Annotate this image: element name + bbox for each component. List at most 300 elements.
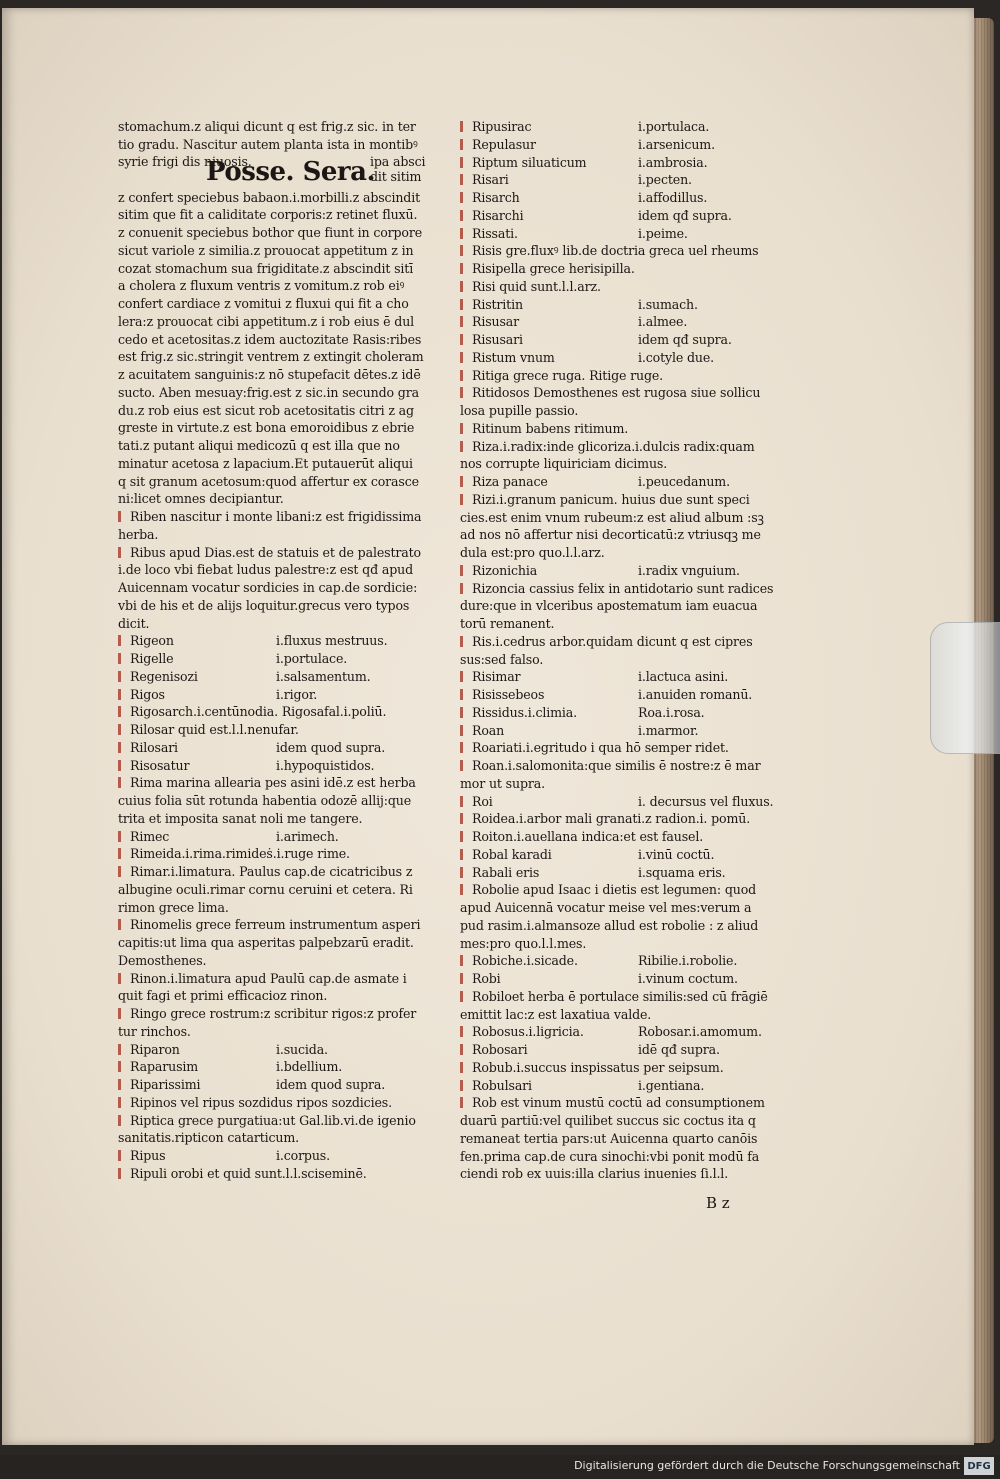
line-text: Repulasur [472, 136, 536, 152]
rubric-mark [460, 583, 463, 594]
text-line [118, 863, 438, 881]
text-line [118, 1041, 438, 1059]
text-line [118, 1076, 438, 1094]
rubric-mark [460, 352, 463, 363]
text-line [118, 1129, 438, 1147]
line-text: Riparissimi [130, 1077, 201, 1092]
rubric-mark [460, 370, 463, 381]
text-line [460, 1165, 785, 1183]
rubric-mark [118, 919, 121, 930]
line-text: Risarchi [472, 207, 524, 223]
line-gloss: i.rigor. [276, 686, 318, 702]
rubric-mark [460, 139, 463, 150]
line-text: nos corrupte liquiriciam dicimus. [460, 456, 668, 472]
line-gloss: Robosar.i.amomum. [638, 1024, 762, 1040]
line-text: Rissidus.i.climia. [472, 704, 578, 720]
line-text: apud Auicennā vocatur meise vel mes:verum a [460, 900, 752, 915]
line-text: Robosari [472, 1042, 528, 1057]
line-text: sus:sed falso. [460, 651, 544, 667]
line-text: cuius folia sūt rotunda habentia odozē alliј:que [118, 793, 412, 808]
line-text: Roi [472, 793, 493, 809]
text-line [118, 686, 438, 704]
line-text: sucto. Aben mesuay:frig.est z sic.in secundo gra [118, 384, 419, 400]
line-text: remaneat tertia pars:ut Auicenna quarto canōis [460, 1130, 758, 1146]
rubric-mark [118, 706, 121, 717]
rubric-mark [460, 281, 463, 292]
line-gloss: idē qđ supra. [638, 1042, 720, 1057]
line-text: Risipella grece herisipilla. [472, 261, 635, 276]
line-text: cedo et acetositas.z idem auctozitate Rasis:ribes [118, 331, 422, 347]
text-line [460, 526, 785, 544]
text-line [118, 473, 438, 491]
line-text: Rigosarch.i.centūnodia. Rigosafal.i.poliū. [130, 704, 387, 720]
text-line [118, 881, 438, 899]
line-text: Robosus.i.ligricia. [472, 1024, 584, 1040]
text-line [460, 154, 785, 172]
rubric-mark [460, 796, 463, 807]
rubric-mark [118, 671, 121, 682]
text-line [118, 277, 438, 295]
heading-right-text: ipa absci dit sitim [370, 153, 426, 184]
text-line [460, 775, 785, 793]
signature-mark: B z [706, 1194, 730, 1212]
line-text: Ripusirac [472, 119, 532, 134]
text-line [460, 988, 785, 1006]
rubric-mark [118, 973, 121, 984]
text-line [460, 935, 785, 953]
line-text: du.z rob eius est sicut rob acetositatis citri z ag [118, 402, 414, 418]
line-text: confert cardiace z vomitui z fluxui qui fit a cho [118, 296, 409, 311]
text-line [118, 313, 438, 331]
rubric-mark [460, 884, 463, 895]
rubric-mark [118, 1115, 121, 1126]
text-line [118, 632, 438, 650]
line-text: Rissati. [472, 225, 518, 241]
text-line [118, 526, 438, 544]
line-text: Ris.i.cedrus arbor.quidam dicunt q est cipres [472, 633, 753, 649]
line-text: Riza.i.radix:inde glicoriza.i.dulcis radix:quam [472, 438, 755, 454]
line-gloss: i.arimech. [276, 828, 339, 844]
text-line [118, 1094, 438, 1112]
line-text: fen.prima cap.de cura sinochi:vbi ponit modū fa [460, 1148, 760, 1164]
line-text: emittit lac:z est laxatiua valde. [460, 1006, 652, 1022]
rubric-mark [118, 742, 121, 753]
line-text: Rimar.i.limatura. Paulus cap.de cicatricibus z [130, 864, 413, 879]
line-text: trita et imposita sanat noli me tangere. [118, 810, 363, 826]
line-text: sicut variole z similia.z prouocat appetitum z in [118, 242, 414, 258]
line-text: Rima marina allearia pes asini idē.z est herba [130, 775, 416, 791]
rubric-mark [460, 955, 463, 966]
text-line [118, 419, 438, 437]
line-text: mes:pro quo.l.l.mes. [460, 935, 587, 951]
text-line [118, 206, 438, 224]
line-text: Ritiga grece ruga. Ritige ruge. [472, 367, 664, 383]
line-text: tur rinchos. [118, 1023, 191, 1039]
line-text: Ritidosos Demosthenes est rugosa siue sollicu [472, 385, 761, 401]
line-gloss: i.peucedanum. [638, 474, 730, 489]
rubric-mark [460, 441, 463, 452]
line-text: Robi [472, 971, 501, 986]
text-line [460, 402, 785, 420]
line-gloss: i.squama eris. [638, 864, 726, 880]
line-gloss: idem quod supra. [276, 739, 386, 755]
text-line [460, 544, 785, 562]
text-line [460, 384, 785, 402]
text-line [460, 597, 785, 615]
text-line [460, 491, 785, 509]
line-gloss: i.vinum coctum. [638, 971, 738, 986]
text-line [460, 331, 785, 349]
text-line [118, 1023, 438, 1041]
text-line [460, 1148, 785, 1166]
line-gloss: i.bdellium. [276, 1059, 343, 1075]
line-gloss: i.portulace. [276, 651, 348, 666]
rubric-mark [460, 636, 463, 647]
rubric-mark [460, 334, 463, 345]
rubric-mark [460, 494, 463, 505]
rubric-mark [460, 174, 463, 185]
line-text: sanitatis.ripticon catarticum. [118, 1130, 300, 1146]
line-gloss: i.sucida. [276, 1041, 328, 1057]
line-text: Rilosar quid est.l.l.nenufar. [130, 722, 299, 737]
text-line [460, 171, 785, 189]
rubric-mark [460, 707, 463, 718]
line-text: sitim que fit a caliditate corporis:z retinet fluxū. [118, 207, 418, 223]
rubric-mark [118, 1150, 121, 1161]
line-text: z conuenit speciebus bothor que fiunt in corpore [118, 225, 423, 240]
text-line [118, 490, 438, 508]
rubric-mark [460, 228, 463, 239]
rubric-mark [460, 245, 463, 256]
line-text: Rinomelis grece ferreum instrumentum asperi [130, 917, 421, 933]
line-text: Riparon [130, 1041, 180, 1057]
text-line [460, 864, 785, 882]
text-line [460, 881, 785, 899]
text-line [460, 349, 785, 367]
line-text: Rizonichia [472, 562, 538, 578]
rubric-mark [460, 192, 463, 203]
line-text: Demosthenes. [118, 952, 207, 968]
rubric-mark [118, 547, 121, 558]
line-text: quit fagi et primi efficacioz rinon. [118, 988, 328, 1004]
line-gloss: i.cotyle due. [638, 349, 715, 365]
rubric-mark [460, 813, 463, 824]
line-text: Rizoncia cassius felix in antidotario sunt radices [472, 580, 774, 596]
text-line [118, 845, 438, 863]
rubric-mark [460, 742, 463, 753]
line-text: Rigos [130, 686, 165, 702]
line-text: Regenisozi [130, 668, 198, 684]
rubric-mark [118, 653, 121, 664]
text-line [460, 970, 785, 988]
text-line [460, 1059, 785, 1077]
text-line [460, 917, 785, 935]
line-text: z confert speciebus babaon.i.morbilli.z abscindit [118, 189, 420, 205]
line-text: dicit. [118, 615, 150, 631]
text-line [460, 615, 785, 633]
rubric-mark [460, 157, 463, 168]
text-line [118, 384, 438, 402]
line-text: rimon grece lima. [118, 899, 229, 915]
text-line [460, 207, 785, 225]
rubric-mark [460, 423, 463, 434]
text-line [118, 1058, 438, 1076]
line-gloss: Roa.i.rosa. [638, 704, 705, 720]
text-line [118, 508, 438, 526]
rubric-mark [460, 316, 463, 327]
text-line [460, 704, 785, 722]
entry-heading [118, 154, 438, 189]
line-text: albugine oculi.rimar cornu ceruini et cetera. Ri [118, 881, 413, 897]
text-line [118, 828, 438, 846]
text-line [118, 561, 438, 579]
line-text: losa pupille passio. [460, 403, 579, 418]
text-line [118, 348, 438, 366]
rubric-mark [118, 831, 121, 842]
text-line [460, 1130, 785, 1148]
text-line [460, 828, 785, 846]
line-text: Rob est vinum mustū coctū ad consumptionem [472, 1095, 765, 1111]
text-line [118, 597, 438, 615]
line-text: q sit granum acetosum:quod affertur ex corasce [118, 473, 419, 489]
line-text: minatur acetosa z lapacium.Et putauerūt aliqui [118, 455, 413, 471]
text-line [118, 260, 438, 278]
rubric-mark [118, 1044, 121, 1055]
rubric-mark [118, 866, 121, 877]
rubric-mark [118, 760, 121, 771]
text-line [118, 437, 438, 455]
text-line [460, 793, 785, 811]
text-line [118, 1005, 438, 1023]
line-gloss: i.fluxus mestruus. [276, 633, 388, 649]
line-text: Ristritin [472, 296, 523, 312]
line-text: ciendi rob ex uuis:illa clarius inuenies ſi.l.l. [460, 1166, 729, 1182]
text-line [460, 225, 785, 243]
rubric-mark [460, 263, 463, 274]
line-text: Risusar [472, 314, 520, 330]
text-line [460, 296, 785, 314]
line-gloss: i.corpus. [276, 1148, 330, 1163]
text-line [118, 615, 438, 633]
footer-credit: Digitalisierung gefördert durch die Deutsche Forschungsgemeinschaft [574, 1459, 960, 1472]
line-gloss: i.ambrosia. [638, 154, 708, 170]
rubric-mark [118, 635, 121, 646]
text-line [118, 366, 438, 384]
text-line [460, 136, 785, 154]
text-line [118, 721, 438, 739]
text-line [118, 544, 438, 562]
rubric-mark [118, 689, 121, 700]
rubric-mark [460, 831, 463, 842]
text-line [460, 562, 785, 580]
line-text: ad nos nō affertur nisi decorticatū:z vtriusqꝫ me [460, 527, 761, 543]
text-line [118, 899, 438, 917]
text-line: tio gradu. Nascitur autem planta ista in montibꝰ [118, 136, 418, 152]
text-line [460, 810, 785, 828]
line-text: Ringo grece rostrum:z scribitur rigos:z profer [130, 1006, 417, 1021]
text-line [118, 810, 438, 828]
rubric-mark [118, 1079, 121, 1090]
text-line [118, 1147, 438, 1165]
rubric-mark [460, 725, 463, 736]
rubric-mark [460, 689, 463, 700]
line-gloss: i.pecten. [638, 172, 692, 188]
text-line [460, 509, 785, 527]
line-text: cies.est enim vnum rubeum:z est aliud album :sꝫ [460, 509, 764, 525]
line-text: Ripus [130, 1148, 166, 1163]
line-text: dula est:pro quo.l.l.arz. [460, 545, 605, 560]
line-text: mor ut supra. [460, 775, 545, 791]
line-text: Riptum siluaticum [472, 154, 587, 170]
rubric-mark [460, 760, 463, 771]
text-line [118, 295, 438, 313]
rubric-mark [460, 849, 463, 860]
line-text: torū remanent. [460, 616, 555, 631]
line-text: Rinon.i.limatura apud Paulū cap.de asmate i [130, 970, 407, 986]
line-gloss: idem quod supra. [276, 1077, 386, 1092]
text-line [118, 970, 438, 988]
line-text: Roan.i.salomonita:que similis ē nostre:z ē mar [472, 758, 761, 773]
rubric-mark [460, 387, 463, 398]
line-text: greste in virtute.z est bona emoroidibus z ebrie [118, 420, 415, 436]
rubric-mark [460, 299, 463, 310]
rubric-mark [460, 867, 463, 878]
line-text: duarū partiū:vel quilibet succus sic coctus ita q [460, 1113, 756, 1128]
text-line [460, 952, 785, 970]
text-line [460, 722, 785, 740]
line-gloss: i.lactuca asini. [638, 669, 729, 685]
text-line [118, 757, 438, 775]
text-line [460, 455, 785, 473]
line-text: Robolie apud Isaac i dietis est legumen: quod [472, 882, 757, 898]
line-text: Robub.i.succus inspissatus per seipsum. [472, 1059, 724, 1075]
line-gloss: i.affodillus. [638, 190, 708, 205]
text-line [118, 1112, 438, 1130]
text-line [118, 987, 438, 1005]
line-text: Risimar [472, 669, 521, 685]
text-line [460, 686, 785, 704]
heading-title: Posse. Sera. [206, 156, 376, 187]
rubric-mark [460, 1097, 463, 1108]
line-text: Risi quid sunt.l.l.arz. [472, 278, 601, 294]
line-text: Raparusim [130, 1059, 199, 1075]
line-text: dure:que in vlceribus apostematum iam euacua [460, 598, 758, 614]
text-line [118, 792, 438, 810]
left-body [118, 189, 438, 1183]
line-text: Robal karadi [472, 846, 552, 862]
text-line [118, 331, 438, 349]
text-line [118, 952, 438, 970]
line-gloss: i.marmor. [638, 722, 699, 738]
line-text: Auicennam vocatur sordicies in cap.de sordicie: [118, 580, 418, 595]
rubric-mark [118, 777, 121, 788]
line-text: Ripuli orobi et quid sunt.l.l.sciseminē. [130, 1165, 367, 1181]
rubric-mark [460, 1026, 463, 1037]
text-line [118, 774, 438, 792]
line-text: Rimeida.i.rima.rimideṡ.i.ruge rime. [130, 846, 350, 862]
dfg-logo: DFG [964, 1457, 994, 1475]
line-text: tati.z putant aliqui medicozū q est illa que no [118, 438, 400, 453]
line-gloss: idem qđ supra. [638, 332, 732, 347]
line-text: Risusari [472, 332, 523, 347]
text-line [460, 668, 785, 686]
text-line [460, 242, 785, 260]
line-text: z acuitatem sanguinis:z nō stupefacit dētes.z idē [118, 367, 421, 382]
left-intro [118, 118, 438, 154]
line-text: Riptica grece purgatiua:ut Gal.lib.vi.de igenio [130, 1112, 416, 1128]
rubric-mark [460, 121, 463, 132]
line-text: Rimec [130, 828, 170, 844]
text-line [118, 650, 438, 668]
line-gloss: i.sumach. [638, 296, 698, 312]
text-line [118, 1165, 438, 1183]
line-text: Risari [472, 172, 509, 188]
line-gloss: i.peime. [638, 225, 688, 241]
line-gloss: idem qđ supra. [638, 207, 732, 223]
line-text: Ribus apud Dias.est de statuis et de palestrato [130, 544, 421, 560]
text-line [460, 438, 785, 456]
rubric-mark [118, 724, 121, 735]
text-line [460, 420, 785, 438]
line-gloss: i.arsenicum. [638, 136, 715, 152]
text-line [460, 367, 785, 385]
rubric-mark [460, 476, 463, 487]
text-line [460, 846, 785, 864]
text-line [118, 703, 438, 721]
rubric-mark [460, 1062, 463, 1073]
line-text: a cholera z fluxum ventris z vomitum.z rob eiꝰ [118, 278, 405, 294]
left-column [118, 118, 438, 1183]
line-text: Risissebeos [472, 687, 545, 702]
line-text: i.de loco vbi fiebat ludus palestre:z est qđ apud [118, 562, 413, 578]
line-text: cozat stomachum sua frigiditate.z abscindit sitī [118, 260, 414, 276]
line-text: Risis gre.fluxꝰ lib.de doctria greca uel rheums [472, 243, 759, 259]
line-gloss: i.vinū coctū. [638, 846, 715, 862]
rubric-mark [460, 991, 463, 1002]
text-line [460, 739, 785, 757]
text-line [118, 189, 438, 207]
text-line [460, 899, 785, 917]
line-text: Rabali eris [472, 864, 540, 880]
line-text: Riben nascitur i monte libani:z est frigidissima [130, 509, 422, 524]
text-line [460, 1077, 785, 1095]
line-text: vbi de his et de alijs loquitur.grecus vero typos [118, 597, 410, 613]
text-line [118, 916, 438, 934]
line-text: herba. [118, 526, 159, 542]
text-line [460, 118, 785, 136]
line-gloss: i.hypoquistidos. [276, 757, 375, 773]
line-text: Rigelle [130, 651, 174, 666]
text-line [118, 455, 438, 473]
line-text: ni:licet omnes decipiantur. [118, 491, 284, 507]
line-text: Robiche.i.sicade. [472, 953, 578, 969]
rubric-mark [118, 848, 121, 859]
line-text: pud rasim.i.almansoze allud est robolie : z aliud [460, 917, 759, 933]
heading-left-text: syrie frigi dis niuosis. [118, 153, 252, 169]
right-column [460, 118, 785, 1183]
rubric-mark [460, 973, 463, 984]
page-clip [930, 622, 1000, 754]
line-text: Robulsari [472, 1077, 532, 1093]
line-text: Roidea.i.arbor mali granati.z radion.i. pomū. [472, 811, 751, 827]
rubric-mark [118, 1168, 121, 1179]
text-line [460, 189, 785, 207]
rubric-mark [118, 1097, 121, 1108]
line-gloss: Ribilie.i.robolie. [638, 953, 738, 969]
text-line [460, 260, 785, 278]
text-line [460, 633, 785, 651]
line-text: capitis:ut lima qua asperitas palpebzarū eradit. [118, 935, 414, 950]
